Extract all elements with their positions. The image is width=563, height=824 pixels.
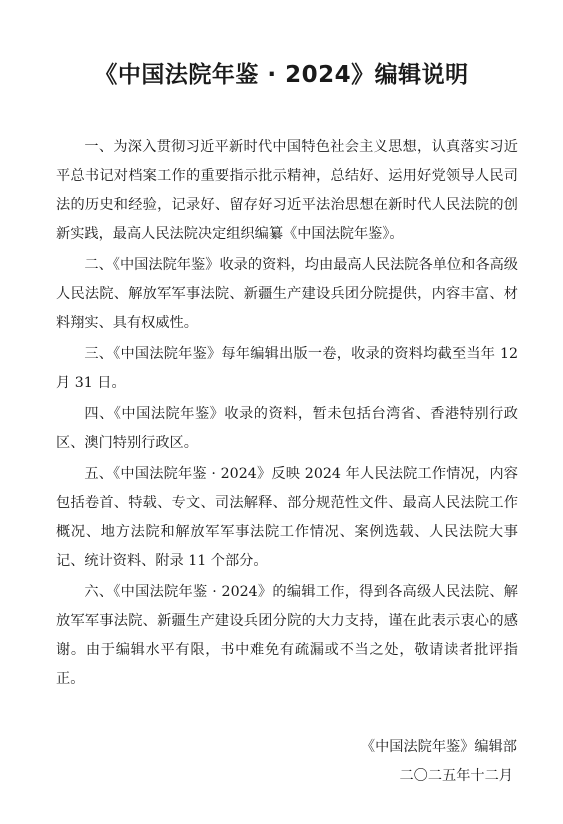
document-title: 《中国法院年鉴 · 2024》编辑说明 — [94, 62, 469, 88]
paragraph-3: 三、《中国法院年鉴》每年编辑出版一卷，收录的资料均截至当年 12 月 31 日。 — [56, 346, 518, 391]
paragraph-4: 四、《中国法院年鉴》收录的资料，暂未包括台湾省、香港特别行政区、澳门特别行政区。 — [56, 406, 518, 451]
paragraph-5: 五、《中国法院年鉴 · 2024》反映 2024 年人民法院工作情况，内容包括卷首、特载、专文、司法解释、部分规范性文件、最高人民法院工作概况、地方法院和解放军军事法院工作情况、案例选载、人民法院大事记、统计资料、附录 11 个部分。 — [56, 466, 518, 569]
document-body — [56, 133, 518, 696]
paragraph-1: 一、为深入贯彻习近平新时代中国特色社会主义思想，认真落实习近平总书记对档案工作的重要指示批示精神，总结好、运用好党领导人民司法的历史和经验，记录好、留存好习近平法治思想在新时代人民法院的创新实践，最高人民法院决定组织编纂《中国法院年鉴》。 — [56, 139, 518, 242]
paragraph-6: 六、《中国法院年鉴 · 2024》的编辑工作，得到各高级人民法院、解放军军事法院、新疆生产建设兵团分院的大力支持，谨在此表示衷心的感谢。由于编辑水平有限，书中难免有疏漏或不当之处，敬请读者批评指正。 — [56, 584, 518, 687]
paragraph-2: 二、《中国法院年鉴》收录的资料，均由最高人民法院各单位和各高级人民法院、解放军军事法院、新疆生产建设兵团分院提供，内容丰富、材料翔实、具有权威性。 — [56, 257, 518, 331]
signature-organization: 《中国法院年鉴》编辑部 — [360, 739, 517, 755]
signature-date: 二〇二五年十二月 — [399, 768, 513, 784]
